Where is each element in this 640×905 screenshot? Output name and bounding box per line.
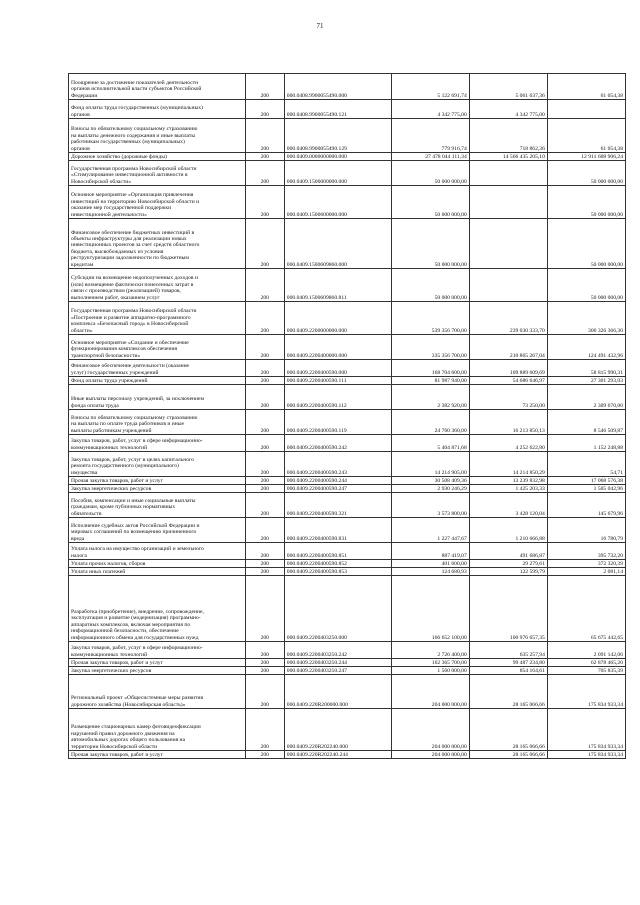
row-name: Государственная программа Новосибирской области «Стимулирование инвестиционной активности в Новосибирской области» bbox=[69, 161, 246, 186]
row-approved-amount: 27 478 044 111,34 bbox=[391, 153, 469, 161]
row-name: Иные выплаты персоналу учреждений, за исключением фонда оплаты труда bbox=[69, 385, 246, 410]
row-name: Уплата прочих налогов, сборов bbox=[69, 560, 246, 568]
row-unexecuted-amount: 395 732,20 bbox=[547, 543, 625, 560]
row-executed-amount: 491 686,87 bbox=[469, 543, 547, 560]
row-classification-code: 000.0409.2200400590.852 bbox=[284, 560, 391, 568]
row-name: Поощрение за достижение показателей деятельности органов исполнительной власти субъектов Российской Федерации bbox=[69, 74, 246, 100]
row-approved-amount: 779 916,74 bbox=[391, 119, 469, 153]
table-row bbox=[69, 675, 626, 709]
row-code: 200 bbox=[245, 477, 284, 485]
table-row bbox=[69, 667, 626, 675]
row-approved-amount: 204 000 000,00 bbox=[391, 709, 469, 751]
table-row bbox=[69, 709, 626, 751]
row-classification-code: 000.0408.9900055490.000 bbox=[284, 74, 391, 100]
row-executed-amount: 1 425 203,33 bbox=[469, 485, 547, 493]
row-classification-code: 000.0409.2200400590.242 bbox=[284, 435, 391, 452]
row-name: Фонд оплаты труда учреждений bbox=[69, 377, 246, 385]
table-row bbox=[69, 751, 626, 759]
row-code: 200 bbox=[245, 410, 284, 435]
row-code: 200 bbox=[245, 269, 284, 302]
row-classification-code: 000.0409.2200400590.831 bbox=[284, 518, 391, 543]
row-unexecuted-amount: 8 546 509,87 bbox=[547, 410, 625, 435]
row-executed-amount: 4 252 622,80 bbox=[469, 435, 547, 452]
row-name: Закупка товаров, работ, услуг в сфере информационно- коммуникационных технологий bbox=[69, 435, 246, 452]
row-executed-amount: 109 889 609,69 bbox=[469, 360, 547, 377]
table-row bbox=[69, 335, 626, 360]
row-approved-amount: 124 680,93 bbox=[391, 568, 469, 576]
row-unexecuted-amount: 50 000 000,00 bbox=[547, 161, 625, 186]
table-row bbox=[69, 576, 626, 642]
row-unexecuted-amount: 58 815 990,31 bbox=[547, 360, 625, 377]
row-unexecuted-amount: 145 679,96 bbox=[547, 493, 625, 518]
row-unexecuted-amount: 175 834 933,34 bbox=[547, 709, 625, 751]
row-code: 200 bbox=[245, 377, 284, 385]
row-code: 200 bbox=[245, 543, 284, 560]
row-approved-amount: 3 573 800,00 bbox=[391, 493, 469, 518]
table-row bbox=[69, 642, 626, 659]
row-approved-amount: 24 760 360,00 bbox=[391, 410, 469, 435]
row-code: 200 bbox=[245, 119, 284, 153]
table-row bbox=[69, 435, 626, 452]
row-classification-code: 000.0409.2200403250.000 bbox=[284, 576, 391, 642]
table-row bbox=[69, 410, 626, 435]
row-classification-code: 000.0409.2200400590.247 bbox=[284, 485, 391, 493]
row-unexecuted-amount: 2 081,14 bbox=[547, 568, 625, 576]
row-code: 200 bbox=[245, 100, 284, 119]
table-row bbox=[69, 568, 626, 576]
row-classification-code: 000.0409.1500600000.000 bbox=[284, 186, 391, 219]
row-code: 200 bbox=[245, 452, 284, 477]
table-row bbox=[69, 659, 626, 667]
row-executed-amount: 100 976 657,35 bbox=[469, 576, 547, 642]
row-classification-code: 000.0409.0000000000.000 bbox=[284, 153, 391, 161]
row-approved-amount: 1 227 447,67 bbox=[391, 518, 469, 543]
table-row bbox=[69, 452, 626, 477]
row-classification-code: 000.0409.2200403250.242 bbox=[284, 642, 391, 659]
row-classification-code: 000.0409.220R202240.244 bbox=[284, 751, 391, 759]
table-row bbox=[69, 302, 626, 335]
row-executed-amount: 28 165 066,66 bbox=[469, 675, 547, 709]
row-approved-amount: 335 356 700,00 bbox=[391, 335, 469, 360]
row-unexecuted-amount: 2 309 670,00 bbox=[547, 385, 625, 410]
budget-execution-table bbox=[68, 73, 626, 759]
row-classification-code: 000.0409.2200400590.111 bbox=[284, 377, 391, 385]
row-name: Закупка энергетических ресурсов bbox=[69, 667, 246, 675]
row-executed-amount: 3 428 120,04 bbox=[469, 493, 547, 518]
row-classification-code: 000.0409.220R200000.000 bbox=[284, 675, 391, 709]
row-classification-code: 000.0408.9900055490.129 bbox=[284, 119, 391, 153]
row-approved-amount: 50 000 000,00 bbox=[391, 186, 469, 219]
row-approved-amount: 5 404 871,68 bbox=[391, 435, 469, 452]
row-approved-amount: 204 000 000,00 bbox=[391, 751, 469, 759]
row-executed-amount: 28 165 066,66 bbox=[469, 709, 547, 751]
row-unexecuted-amount bbox=[547, 100, 625, 119]
row-unexecuted-amount: 372 320,39 bbox=[547, 560, 625, 568]
row-executed-amount: 4 342 775,00 bbox=[469, 100, 547, 119]
row-classification-code: 000.0409.1500000000.000 bbox=[284, 161, 391, 186]
row-name: Взносы по обязательному социальному страхованию на выплаты по оплате труда работников и иные выплаты работникам учреждений bbox=[69, 410, 246, 435]
row-approved-amount: 50 000 000,00 bbox=[391, 269, 469, 302]
row-classification-code: 000.0409.2200400000.000 bbox=[284, 335, 391, 360]
table-row bbox=[69, 161, 626, 186]
row-code: 200 bbox=[245, 675, 284, 709]
table-row bbox=[69, 269, 626, 302]
table-row bbox=[69, 74, 626, 100]
row-executed-amount: 718 862,36 bbox=[469, 119, 547, 153]
row-executed-amount: 99 487 234,80 bbox=[469, 659, 547, 667]
row-approved-amount: 887 419,07 bbox=[391, 543, 469, 560]
row-executed-amount: 854 164,61 bbox=[469, 667, 547, 675]
row-classification-code: 000.0409.1500609860.811 bbox=[284, 269, 391, 302]
row-code: 200 bbox=[245, 667, 284, 675]
table-row bbox=[69, 100, 626, 119]
row-code: 200 bbox=[245, 335, 284, 360]
table-row bbox=[69, 493, 626, 518]
row-executed-amount bbox=[469, 186, 547, 219]
table-row bbox=[69, 385, 626, 410]
row-unexecuted-amount: 16 780,79 bbox=[547, 518, 625, 543]
row-name: Закупка товаров, работ, услуг в целях капитального ремонта государственного (муниципального) имущества bbox=[69, 452, 246, 477]
row-classification-code: 000.0409.2200400590.112 bbox=[284, 385, 391, 410]
row-unexecuted-amount: 175 834 933,34 bbox=[547, 675, 625, 709]
row-name: Пособия, компенсации и иные социальные выплаты гражданам, кроме публичных нормативных обязательств bbox=[69, 493, 246, 518]
row-approved-amount: 162 365 700,00 bbox=[391, 659, 469, 667]
row-name: Уплата налога на имущество организаций и земельного налога bbox=[69, 543, 246, 560]
table-row bbox=[69, 518, 626, 543]
table-row bbox=[69, 219, 626, 269]
row-executed-amount: 13 239 832,98 bbox=[469, 477, 547, 485]
row-classification-code: 000.0409.2200000000.000 bbox=[284, 302, 391, 335]
row-name: Уплата иных платежей bbox=[69, 568, 246, 576]
row-name: Финансовое обеспечение бюджетных инвестиций в объекты инфраструктуры для реализации новых инвестиционных проектов за счет средств областного бюджета, высвобождаемых из условия реструктуризации задолженности по бюджетным кредитам bbox=[69, 219, 246, 269]
row-unexecuted-amount: 27 301 293,03 bbox=[547, 377, 625, 385]
row-name: Фонд оплаты труда государственных (муниципальных) органов bbox=[69, 100, 246, 119]
row-classification-code: 000.0409.2200400590.851 bbox=[284, 543, 391, 560]
row-unexecuted-amount: 17 068 576,38 bbox=[547, 477, 625, 485]
row-name: Разработка (приобретение), внедрение, сопровождение, эксплуатация и развитие (модернизация) программно- аппаратных комплексов, включая мероприятия по информационной безопасности, обеспечение информационного обмена для государственных нужд bbox=[69, 576, 246, 642]
row-executed-amount: 635 257,94 bbox=[469, 642, 547, 659]
row-name: Закупка товаров, работ, услуг в сфере информационно- коммуникационных технологий bbox=[69, 642, 246, 659]
row-code: 200 bbox=[245, 485, 284, 493]
row-classification-code: 000.0409.2200400590.243 bbox=[284, 452, 391, 477]
row-executed-amount: 1 210 666,88 bbox=[469, 518, 547, 543]
table-row bbox=[69, 560, 626, 568]
row-executed-amount: 239 030 333,70 bbox=[469, 302, 547, 335]
row-unexecuted-amount: 175 834 933,34 bbox=[547, 751, 625, 759]
row-unexecuted-amount: 12 911 608 906,24 bbox=[547, 153, 625, 161]
row-approved-amount: 166 652 100,00 bbox=[391, 576, 469, 642]
row-approved-amount: 401 600,00 bbox=[391, 560, 469, 568]
row-name: Дорожное хозяйство (дорожные фонды) bbox=[69, 153, 246, 161]
table-row bbox=[69, 119, 626, 153]
row-executed-amount bbox=[469, 219, 547, 269]
row-classification-code: 000.0409.220R202240.000 bbox=[284, 709, 391, 751]
row-code: 200 bbox=[245, 576, 284, 642]
row-executed-amount: 122 599,79 bbox=[469, 568, 547, 576]
row-executed-amount: 5 061 637,36 bbox=[469, 74, 547, 100]
row-name: Прочая закупка товаров, работ и услуг bbox=[69, 659, 246, 667]
row-approved-amount: 168 704 600,00 bbox=[391, 360, 469, 377]
row-code: 200 bbox=[245, 161, 284, 186]
page-number: 71 bbox=[316, 22, 324, 30]
row-name: Основное мероприятие «Организация привлечения инвестиций на территорию Новосибирской области и оказание мер государственной поддержки инвестиционной деятельности» bbox=[69, 186, 246, 219]
row-code: 200 bbox=[245, 568, 284, 576]
row-name: Прочая закупка товаров, работ и услуг bbox=[69, 477, 246, 485]
row-classification-code: 000.0409.2200403250.244 bbox=[284, 659, 391, 667]
row-executed-amount: 29 279,61 bbox=[469, 560, 547, 568]
row-approved-amount: 539 356 700,00 bbox=[391, 302, 469, 335]
row-approved-amount: 50 000 000,00 bbox=[391, 161, 469, 186]
row-unexecuted-amount: 50 000 000,00 bbox=[547, 219, 625, 269]
row-approved-amount: 2 726 400,00 bbox=[391, 642, 469, 659]
row-code: 200 bbox=[245, 435, 284, 452]
row-code: 200 bbox=[245, 360, 284, 377]
row-unexecuted-amount: 50 000 000,00 bbox=[547, 269, 625, 302]
row-approved-amount: 30 508 409,36 bbox=[391, 477, 469, 485]
row-approved-amount: 2 930 246,29 bbox=[391, 485, 469, 493]
row-name: Региональный проект «Общесистемные меры развития дорожного хозяйства (Новосибирская область)» bbox=[69, 675, 246, 709]
row-name: Субсидии на возмещение недополученных доходов и (или) возмещение фактически понесенных затрат в связи с производством (реализацией) товаров, выполнением работ, оказанием услуг bbox=[69, 269, 246, 302]
table-row bbox=[69, 485, 626, 493]
row-approved-amount: 81 987 940,00 bbox=[391, 377, 469, 385]
table-body bbox=[69, 74, 626, 759]
table-row bbox=[69, 153, 626, 161]
row-executed-amount: 14 214 850,29 bbox=[469, 452, 547, 477]
row-unexecuted-amount: 124 491 432,96 bbox=[547, 335, 625, 360]
row-code: 200 bbox=[245, 219, 284, 269]
row-executed-amount: 210 865 267,04 bbox=[469, 335, 547, 360]
table-row bbox=[69, 360, 626, 377]
row-classification-code: 000.0409.2200400590.244 bbox=[284, 477, 391, 485]
row-classification-code: 000.0409.2200403250.247 bbox=[284, 667, 391, 675]
row-code: 200 bbox=[245, 302, 284, 335]
row-unexecuted-amount: 1 152 248,88 bbox=[547, 435, 625, 452]
row-code: 200 bbox=[245, 493, 284, 518]
row-executed-amount: 73 250,00 bbox=[469, 385, 547, 410]
table-row bbox=[69, 186, 626, 219]
row-code: 200 bbox=[245, 518, 284, 543]
row-code: 200 bbox=[245, 642, 284, 659]
row-name: Финансовое обеспечение деятельности (оказание услуг) государственных учреждений bbox=[69, 360, 246, 377]
row-unexecuted-amount: 300 326 366,30 bbox=[547, 302, 625, 335]
row-approved-amount: 14 214 905,00 bbox=[391, 452, 469, 477]
row-approved-amount: 5 122 691,74 bbox=[391, 74, 469, 100]
row-code: 200 bbox=[245, 709, 284, 751]
row-name: Основное мероприятие «Создание и обеспечение функционирования комплексов обеспечения транспортной безопасности» bbox=[69, 335, 246, 360]
row-unexecuted-amount: 61 054,38 bbox=[547, 74, 625, 100]
table-row bbox=[69, 477, 626, 485]
row-classification-code: 000.0409.2200400590.853 bbox=[284, 568, 391, 576]
row-name: Исполнение судебных актов Российской Федерации и мировых соглашений по возмещению причиненного вреда bbox=[69, 518, 246, 543]
row-name: Государственная программа Новосибирской области «Построение и развитие аппаратно-программного комплекса «Безопасный город» в Новосибирской области» bbox=[69, 302, 246, 335]
row-executed-amount bbox=[469, 269, 547, 302]
row-approved-amount: 50 000 000,00 bbox=[391, 219, 469, 269]
row-executed-amount bbox=[469, 161, 547, 186]
row-name: Взносы по обязательному социальному страхованию на выплаты денежного содержания и иные выплаты работникам государственных (муниципальных) органов bbox=[69, 119, 246, 153]
row-unexecuted-amount: 61 054,38 bbox=[547, 119, 625, 153]
row-executed-amount: 54 686 646,97 bbox=[469, 377, 547, 385]
row-code: 200 bbox=[245, 560, 284, 568]
row-classification-code: 000.0408.9900055490.121 bbox=[284, 100, 391, 119]
row-name: Размещение стационарных камер фотовидеофиксации нарушений правил дорожного движения на автомобильных дорогах общего пользования на территории Новосибирской области bbox=[69, 709, 246, 751]
row-unexecuted-amount: 1 505 042,96 bbox=[547, 485, 625, 493]
row-executed-amount: 14 566 435 205,10 bbox=[469, 153, 547, 161]
row-code: 200 bbox=[245, 659, 284, 667]
row-code: 200 bbox=[245, 153, 284, 161]
row-approved-amount: 1 560 000,00 bbox=[391, 667, 469, 675]
table-row bbox=[69, 543, 626, 560]
row-code: 200 bbox=[245, 751, 284, 759]
row-classification-code: 000.0409.1500609860.000 bbox=[284, 219, 391, 269]
row-classification-code: 000.0409.2200400590.321 bbox=[284, 493, 391, 518]
row-name: Закупка энергетических ресурсов bbox=[69, 485, 246, 493]
table-row bbox=[69, 377, 626, 385]
row-unexecuted-amount: 705 835,39 bbox=[547, 667, 625, 675]
row-executed-amount: 16 213 850,13 bbox=[469, 410, 547, 435]
row-executed-amount: 28 165 066,66 bbox=[469, 751, 547, 759]
row-unexecuted-amount: 62 878 465,20 bbox=[547, 659, 625, 667]
row-name: Прочая закупка товаров, работ и услуг bbox=[69, 751, 246, 759]
row-unexecuted-amount: 65 675 442,65 bbox=[547, 576, 625, 642]
row-code: 200 bbox=[245, 385, 284, 410]
row-code: 200 bbox=[245, 186, 284, 219]
row-approved-amount: 4 342 775,00 bbox=[391, 100, 469, 119]
row-unexecuted-amount: 2 091 142,06 bbox=[547, 642, 625, 659]
row-code: 200 bbox=[245, 74, 284, 100]
row-unexecuted-amount: 54,71 bbox=[547, 452, 625, 477]
row-classification-code: 000.0409.2200400590.000 bbox=[284, 360, 391, 377]
row-approved-amount: 2 382 920,00 bbox=[391, 385, 469, 410]
row-classification-code: 000.0409.2200400590.119 bbox=[284, 410, 391, 435]
row-unexecuted-amount: 50 000 000,00 bbox=[547, 186, 625, 219]
row-approved-amount: 204 000 000,00 bbox=[391, 675, 469, 709]
